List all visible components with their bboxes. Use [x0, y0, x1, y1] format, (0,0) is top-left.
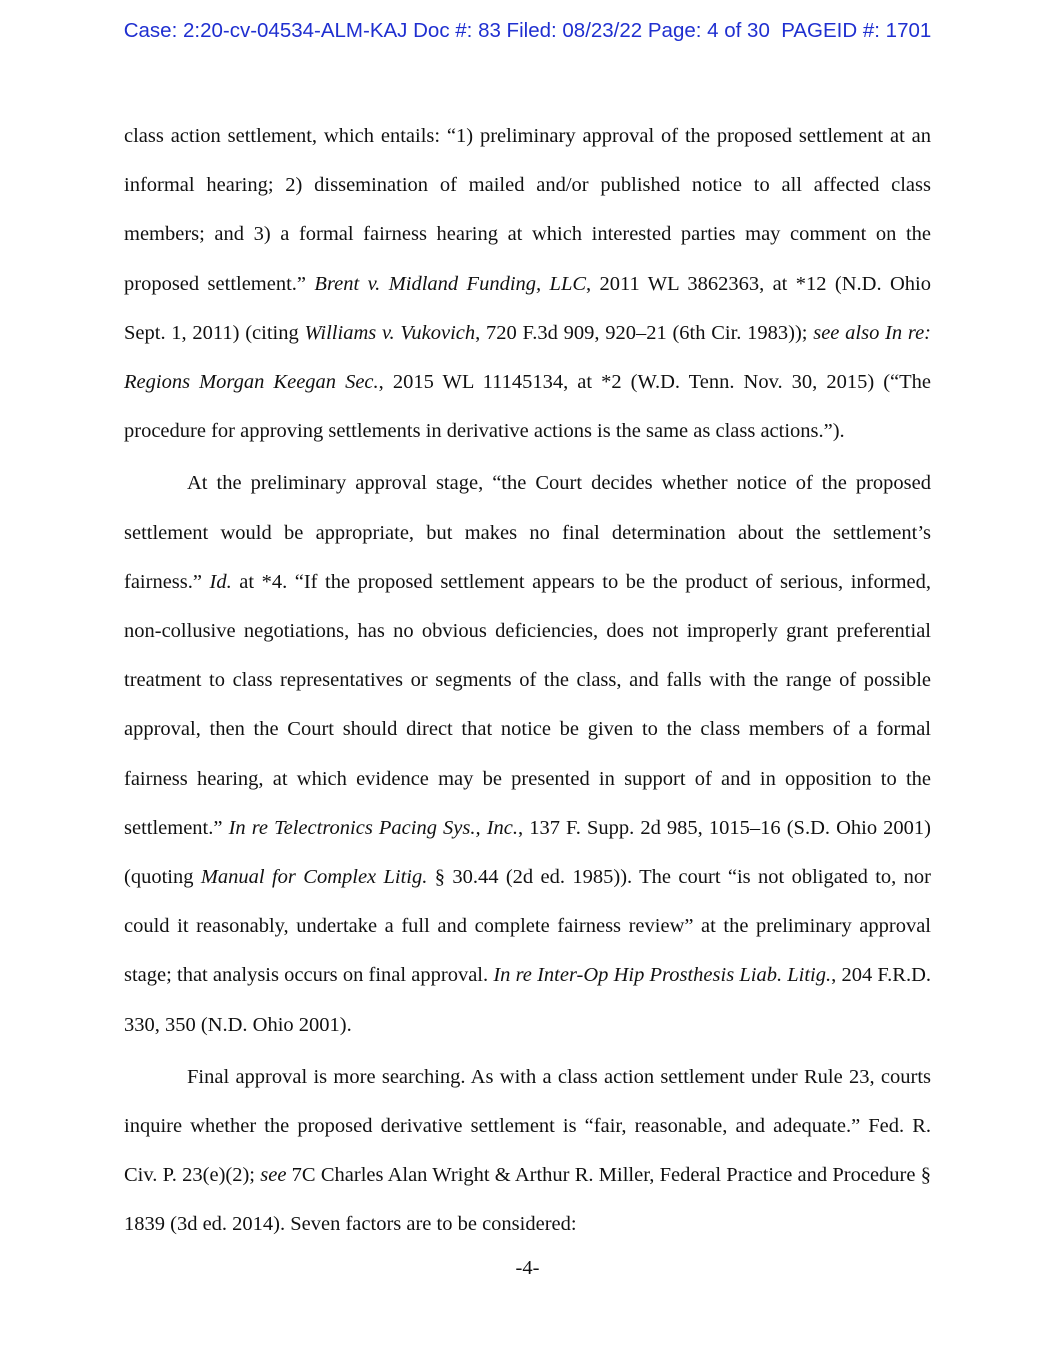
text-run: , 2011 WL 3862363, at *12 (N.D. Ohio Sept. 1, 2011) (citing [124, 272, 931, 344]
paragraph-preliminary-approval [124, 459, 931, 1049]
text-run: 7C Charles Alan Wright & Arthur R. Miller, Federal Practice and Procedure § 1839 (3d ed. 2014). Seven factors are to be considered: [124, 1164, 931, 1236]
case-citation: Williams v. Vukovich [304, 321, 476, 344]
case-citation: Brent v. Midland Funding, LLC [314, 272, 587, 295]
case-citation: In re Telectronics Pacing Sys., Inc. [228, 816, 518, 839]
text-run: Final approval is more searching. As with a class action settlement under Rule 23, courts inquire whether the proposed derivative settlement is “fair, reasonable, and adequate.” Fed. R. Civ. P. 23(e)(2); [124, 1065, 931, 1187]
paragraph-final-approval [124, 1053, 931, 1250]
document-body [124, 112, 931, 1250]
signal-word: see [260, 1164, 287, 1187]
text-run: , 720 F.3d 909, 920–21 (6th Cir. 1983)); [475, 321, 814, 344]
text-run: at *4. “If the proposed settlement appears to be the product of serious, informed, non-collusive negotiations, has no obvious deficiencies, does not improperly grant preferential treatment to class representatives or segments of the class, and falls with the range of possible approval, then the Court should direct that notice be given to the class members of a formal fairness hearing, at which evidence may be presented in support of and in opposition to the settlement.” [124, 570, 931, 839]
text-run: At the preliminary approval stage, “the Court decides whether notice of the proposed settlement would be appropriate, but makes no final determination about the settlement’s fairness.” [124, 472, 931, 593]
text-run: , 204 F.R.D. 330, 350 (N.D. Ohio 2001). [124, 964, 931, 1036]
paragraph-class-action-procedure [124, 112, 931, 456]
case-citation: see also In re: Regions Morgan Keegan Sec. [124, 321, 932, 394]
text-run: § 30.44 (2d ed. 1985)). The court “is not obligated to, nor could it reasonably, undertake a full and complete fairness review” at the preliminary approval stage; that analysis occurs on final approval. [124, 866, 931, 987]
text-run: , 137 F. Supp. 2d 985, 1015–16 (S.D. Ohio 2001) (quoting [124, 816, 931, 889]
page-number: -4- [515, 1257, 540, 1279]
text-run: class action settlement, which entails: “1) preliminary approval of the proposed settlement at an informal hearing; 2) dissemination of mailed and/or published notice to all affected class members; and 3) a formal fairness hearing at which interested parties may comment on the proposed settlement.” [124, 125, 931, 295]
text-run: , 2015 WL 11145134, at *2 (W.D. Tenn. Nov. 30, 2015) (“The procedure for approving settlements in derivative actions is the same as class actions.”). [124, 371, 931, 443]
case-header: Case: 2:20-cv-04534-ALM-KAJ Doc #: 83 Filed: 08/23/22 Page: 4 of 30 PAGEID #: 1701 [123, 19, 932, 42]
case-citation: Manual for Complex Litig. [200, 866, 428, 889]
case-citation: In re Inter-Op Hip Prosthesis Liab. Litig. [493, 964, 832, 987]
case-citation: Id. [209, 570, 232, 593]
